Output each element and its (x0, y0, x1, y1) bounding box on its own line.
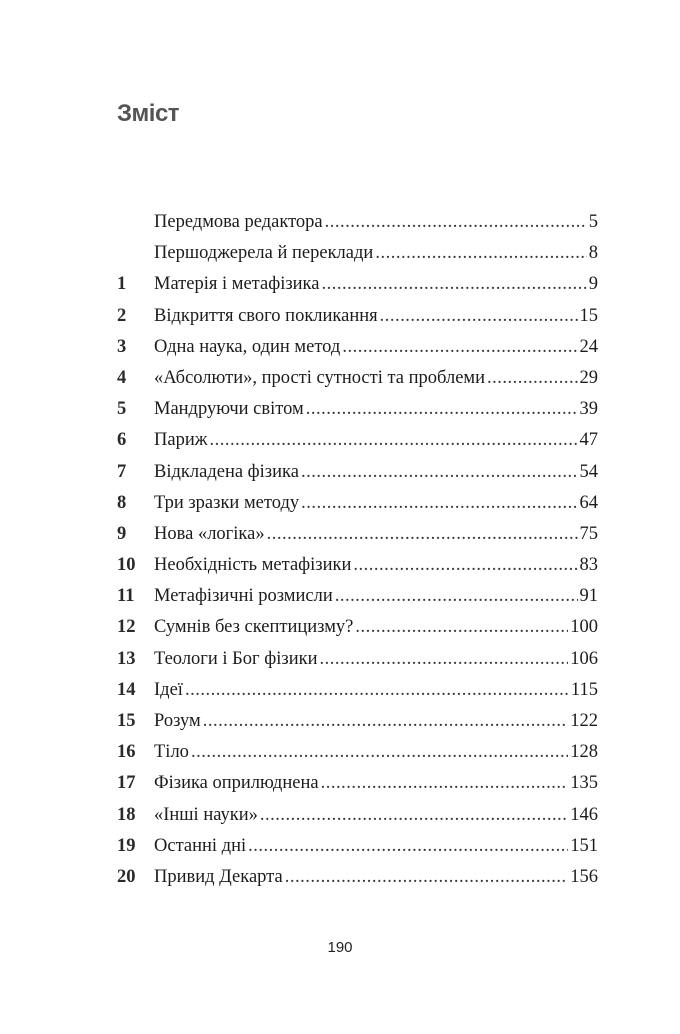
toc-entry (117, 800, 598, 831)
page-number: 83 (579, 555, 598, 576)
chapter-number: 10 (117, 555, 136, 576)
page-title: Зміст (117, 100, 180, 127)
page-number: 9 (588, 274, 598, 295)
toc-entry (117, 550, 598, 581)
page-number: 29 (579, 367, 598, 388)
chapter-title: Нова «логіка» (154, 523, 265, 544)
toc-entry (117, 363, 598, 394)
page-number: 91 (579, 586, 598, 607)
chapter-number: 19 (117, 835, 136, 856)
dot-leader (260, 800, 568, 831)
chapter-number: 20 (117, 866, 136, 887)
toc-entry (117, 301, 598, 332)
page-number: 106 (570, 648, 598, 669)
page-number: 47 (579, 430, 598, 451)
page-number: 135 (570, 773, 598, 794)
chapter-number: 6 (117, 430, 127, 451)
chapter-number: 11 (117, 586, 135, 607)
chapter-title: Фізика оприлюднена (154, 773, 319, 794)
chapter-title: Сумнів без скептицизму? (154, 617, 354, 638)
page-number: 5 (588, 212, 598, 232)
chapter-number: 3 (117, 336, 127, 357)
chapter-number: 8 (117, 492, 127, 513)
chapter-title: Передмова редактора (154, 212, 323, 232)
page-number: 146 (570, 804, 598, 825)
chapter-number: 9 (117, 523, 127, 544)
toc-entry (117, 862, 598, 893)
page-number: 128 (570, 742, 598, 763)
chapter-number: 18 (117, 804, 136, 825)
dot-leader (375, 238, 586, 269)
dot-leader (185, 675, 569, 706)
chapter-title: Ідеї (154, 679, 183, 700)
page-number: 64 (579, 492, 598, 513)
page-number: 115 (570, 679, 598, 700)
chapter-title: Розум (154, 711, 201, 731)
chapter-title: Привид Декарта (154, 866, 283, 887)
page-number: 156 (570, 866, 598, 887)
dot-leader (203, 706, 569, 737)
chapter-number: 12 (117, 617, 136, 638)
toc-entry (117, 269, 598, 300)
chapter-title: Тіло (154, 742, 189, 763)
page-number: 15 (579, 305, 598, 326)
page-number: 75 (579, 523, 598, 544)
chapter-number: 15 (117, 711, 136, 731)
folio-page-number: 190 (327, 939, 353, 956)
dot-leader (191, 737, 568, 768)
dot-leader (319, 644, 568, 675)
dot-leader (306, 394, 578, 425)
toc-entry (117, 644, 598, 675)
chapter-title: Відкладена фізика (154, 461, 299, 482)
table-of-contents (117, 207, 598, 893)
toc-entry (117, 457, 598, 488)
chapter-title: Останні дні (154, 835, 247, 856)
chapter-number: 13 (117, 648, 136, 669)
dot-leader (248, 831, 568, 862)
page-number: 24 (579, 336, 598, 357)
toc-entry (117, 737, 598, 768)
chapter-title: Необхідність метафізики (154, 555, 352, 576)
page-number: 122 (570, 711, 598, 731)
chapter-title: Три зразки методу (154, 492, 300, 513)
dot-leader (285, 862, 569, 893)
toc-entry (117, 831, 598, 862)
toc-entry (117, 238, 598, 269)
toc-entry (117, 519, 598, 550)
chapter-number: 2 (117, 305, 127, 326)
chapter-title: Відкриття свого покликання (154, 305, 378, 326)
page-number: 39 (579, 399, 598, 420)
chapter-title: Мандруючи світом (154, 399, 304, 420)
chapter-title: «Інші науки» (154, 804, 258, 825)
chapter-title: Теологи і Бог фізики (154, 648, 318, 669)
dot-leader (301, 457, 578, 488)
toc-entry (117, 207, 598, 238)
toc-entry (117, 581, 598, 612)
chapter-number: 17 (117, 773, 136, 794)
chapter-number: 5 (117, 399, 127, 420)
dot-leader (487, 363, 577, 394)
toc-entry (117, 675, 598, 706)
dot-leader (335, 581, 578, 612)
page-number: 151 (570, 835, 598, 856)
chapter-title: Метафізичні розмисли (154, 586, 333, 607)
toc-entry (117, 394, 598, 425)
chapter-number: 4 (117, 367, 127, 388)
chapter-number: 16 (117, 742, 136, 763)
page-number: 54 (579, 461, 598, 482)
dot-leader (267, 519, 578, 550)
chapter-number: 7 (117, 461, 127, 482)
toc-entry (117, 768, 598, 799)
chapter-title: Одна наука, один метод (154, 336, 341, 357)
dot-leader (353, 550, 577, 581)
dot-leader (355, 612, 568, 643)
dot-leader (210, 425, 578, 456)
chapter-number: 14 (117, 679, 136, 700)
chapter-title: «Абсолюти», прості сутності та проблеми (154, 367, 486, 388)
chapter-title: Париж (154, 430, 208, 451)
toc-entry (117, 425, 598, 456)
chapter-title: Першоджерела й переклади (154, 243, 374, 264)
dot-leader (342, 332, 577, 363)
chapter-number: 1 (117, 274, 127, 295)
dot-leader (321, 768, 569, 799)
chapter-title: Матерія і метафізика (154, 274, 320, 295)
dot-leader (321, 269, 586, 300)
toc-entry (117, 706, 598, 737)
toc-entry (117, 332, 598, 363)
page-number: 8 (588, 243, 598, 264)
toc-entry (117, 488, 598, 519)
toc-entry (117, 612, 598, 643)
dot-leader (380, 301, 578, 332)
page-number: 100 (570, 617, 598, 638)
dot-leader (325, 207, 587, 238)
dot-leader (301, 488, 577, 519)
